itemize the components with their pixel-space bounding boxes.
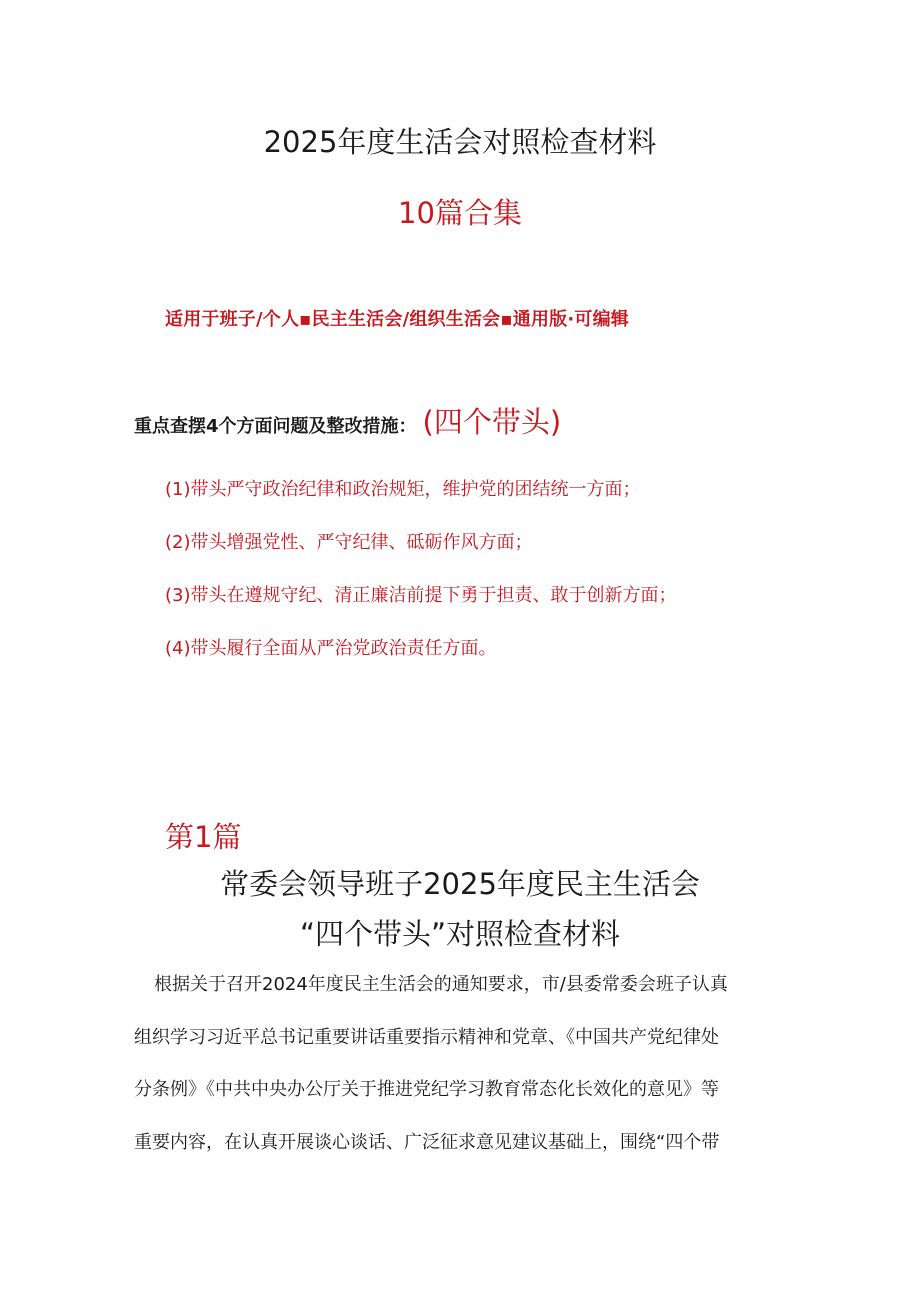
focus-label: 重点查摆4个方面问题及整改措施： xyxy=(134,416,417,437)
section-title-line-1: 常委会领导班子2025年度民主生活会 xyxy=(220,867,700,901)
section-number: 第1篇 xyxy=(165,820,242,854)
focus-heading xyxy=(134,400,561,444)
section-title-line-2: “四个带头”对照检查材料 xyxy=(299,917,621,951)
focus-items-list xyxy=(165,463,677,675)
document-title: 2025年度生活会对照检查材料 xyxy=(263,125,657,159)
focus-item: (4)带头履行全面从严治党政治责任方面。 xyxy=(165,638,497,659)
document-subtitle: 10篇合集 xyxy=(398,196,522,230)
body-line: 根据关于召开2024年度民主生活会的通知要求，市/县委常委会班子认真 xyxy=(154,974,728,995)
body-line: 重要内容，在认真开展谈心谈话、广泛征求意见建议基础上，围绕“四个带 xyxy=(134,1131,720,1153)
section-body-paragraph xyxy=(134,959,794,1169)
body-line: 分条例》《中共中央办公厅关于推进党纪学习教育常态化长效化的意见》等 xyxy=(134,1079,719,1100)
focus-item: (3)带头在遵规守纪、清正廉洁前提下勇于担责、敢于创新方面； xyxy=(165,585,677,606)
applicable-note: 适用于班子/个人▪民主生活会/组织生活会▪通用版·可编辑 xyxy=(165,309,629,330)
focus-item: (1)带头严守政治纪律和政治规矩，维护党的团结统一方面； xyxy=(165,479,641,500)
focus-item: (2)带头增强党性、严守纪律、砥砺作风方面； xyxy=(165,532,533,553)
body-line: 组织学习习近平总书记重要讲话重要指示精神和党章、《中国共产党纪律处 xyxy=(134,1026,719,1048)
focus-highlight: (四个带头) xyxy=(422,405,562,439)
